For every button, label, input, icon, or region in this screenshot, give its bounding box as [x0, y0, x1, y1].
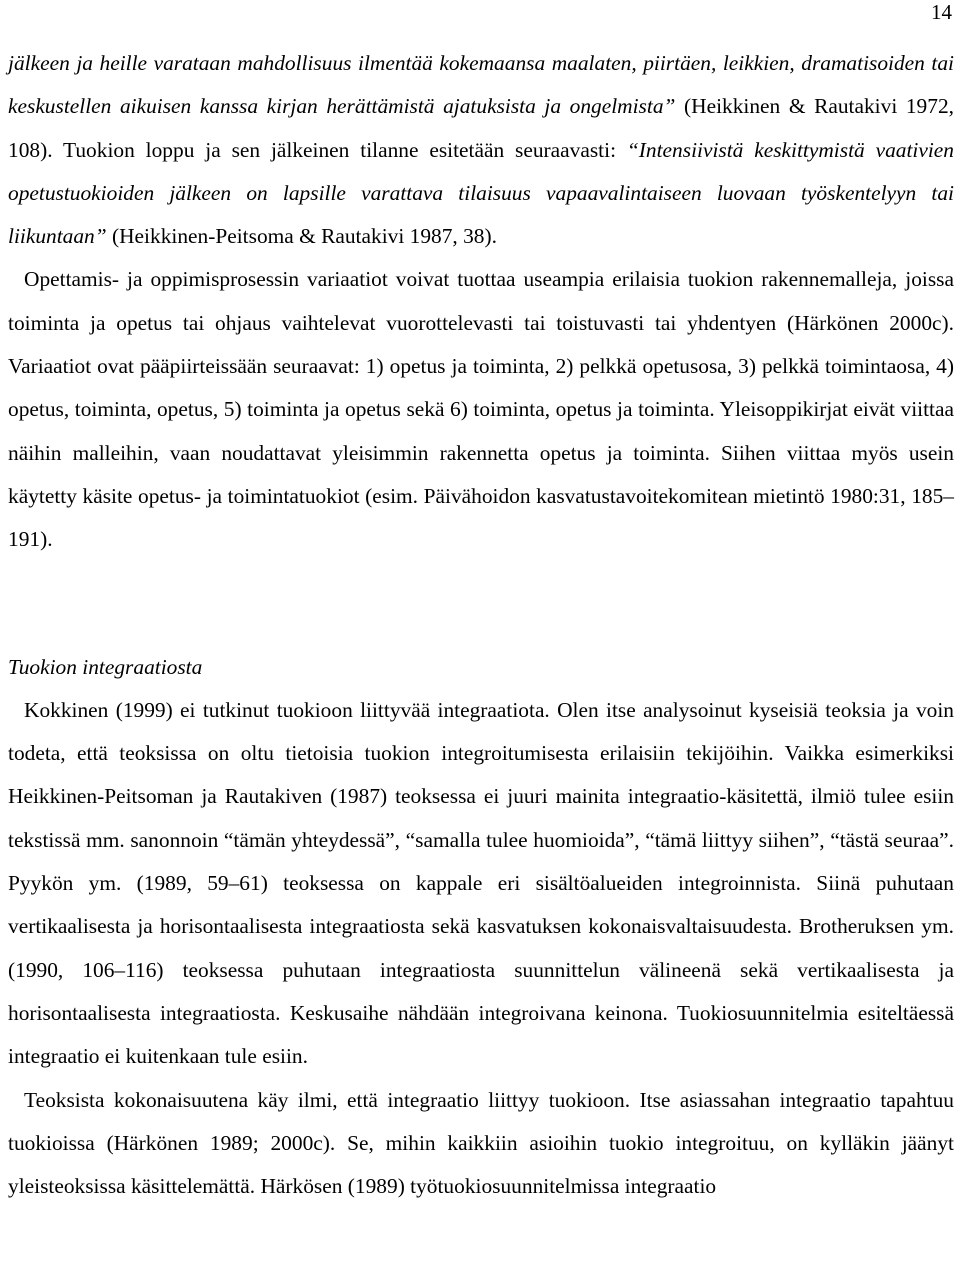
quote-italic-1: jälkeen ja heille varataan mahdollisuus ilmentää kokemaansa maalaten, piirtäen, leikkien, dramatisoiden tai keskustellen aikuisen kanssa kirjan herättämistä ajatuksista ja ongelmista” — [8, 51, 954, 119]
document-body — [8, 42, 954, 1208]
paragraph-1-text-a: (Heikkinen & Rautakivi 1972, 108). Tuokion loppu ja sen jälkeinen tilanne esitetään seuraavasti: — [8, 94, 954, 162]
section-title: Tuokion integraatiosta — [8, 654, 203, 679]
paragraph-2: Opettamis- ja oppimisprosessin variaatiot voivat tuottaa useampia erilaisia tuokion rakennemalleja, joissa toiminta ja opetus tai ohjaus vaihtelevat vuorottelevasti tai toistuvasti tai yhdentyen (Härkönen 2000c). Variaatiot ovat pääpiirteissään seuraavat: 1) opetus ja toiminta, 2) pelkkä opetusosa, 3) pelkkä toimintaosa, 4) opetus, toiminta, opetus, 5) toiminta ja opetus sekä 6) toiminta, opetus ja toiminta. Yleisoppikirjat eivät viittaa näihin malleihin, vaan noudattavat yleisimmin rakennetta opetus ja toiminta. Siihen viittaa myös usein käytetty käsite opetus- ja toimintatuokiot (esim. Päivähoidon kasvatustavoitekomitean mietintö 1980:31, 185–191). — [8, 267, 954, 552]
paragraph-3: Kokkinen (1999) ei tutkinut tuokioon liittyvää integraatiota. Olen itse analysoinut kyseisiä teoksia ja voin todeta, että teoksissa on oltu tietoisia tuokion integroitumisesta erilaisiin tekijöihin. Vaikka esimerkiksi Heikkinen-Peitsoman ja Rautakiven (1987) teoksessa ei juuri mainita integraatio-käsitettä, ilmiö tulee esiin tekstissä mm. sanonnoin “tämän yhteydessä”, “samalla tulee huomioida”, “tämä liittyy siihen”, “tästä seuraa”. Pyykön ym. (1989, 59–61) teoksessa on kappale eri sisältöalueiden integroinnista. Siinä puhutaan vertikaalisesta ja horisontaalisesta integraatiosta sekä kasvatuksen kokonaisvaltaisuudesta. Brotheruksen ym. (1990, 106–116) teoksessa puhutaan integraatiosta suunnittelun välineenä sekä vertikaalisesta ja horisontaalisesta integraatiosta. Keskusaihe nähdään integroivana keinona. Tuokiosuunnitelmia esiteltäessä integraatio ei kuitenkaan tule esiin. — [8, 697, 954, 1069]
paragraph-1-text-b: (Heikkinen-Peitsoma & Rautakivi 1987, 38). — [106, 224, 497, 249]
page-number: 14 — [931, 0, 952, 24]
quote-italic-2: “Intensiivistä keskittymistä vaativien opetustuokioiden jälkeen on lapsille varattava tilaisuus vapaavalintaiseen luovaan työskentelyyn tai liikuntaan” — [8, 137, 954, 249]
paragraph-4: Teoksista kokonaisuutena käy ilmi, että integraatio liittyy tuokioon. Itse asiassahan integraatio tapahtuu tuokioissa (Härkönen 1989; 2000c). Se, mihin kaikkiin asioihin tuokio integroituu, on kylläkin jäänyt yleisteoksissa käsittelemättä. Härkösen (1989) työtuokiosuunnitelmissa integraatio — [8, 1087, 954, 1199]
paragraph-1 — [8, 42, 954, 258]
